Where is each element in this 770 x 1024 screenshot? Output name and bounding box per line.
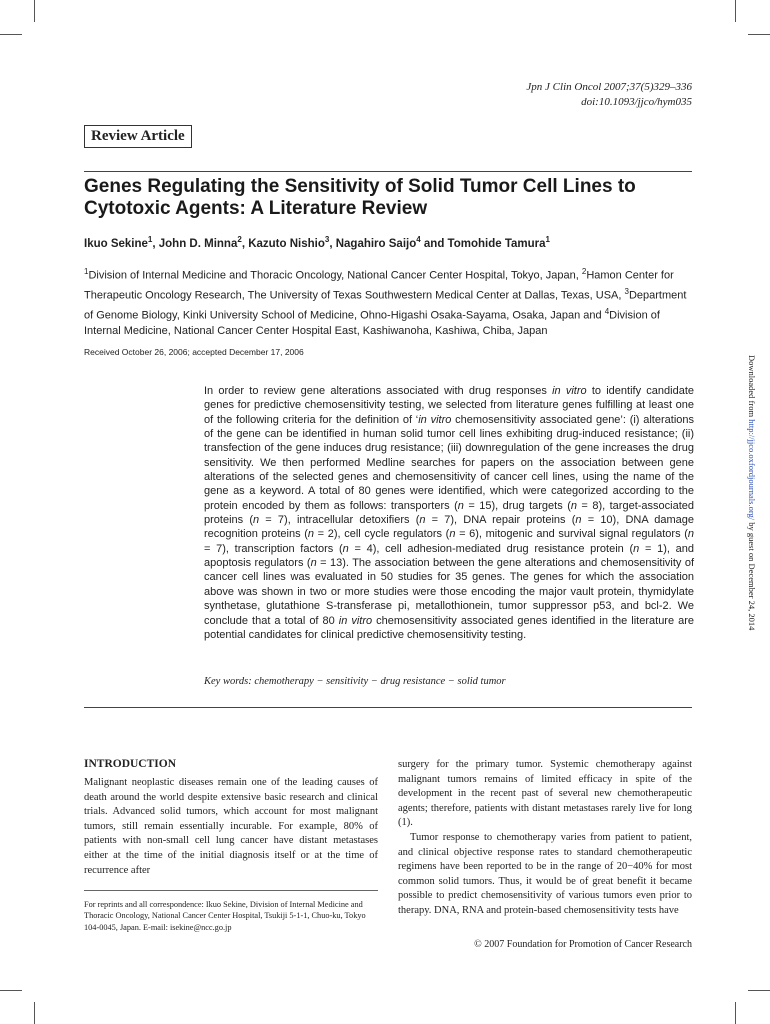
affiliation-text: Department of Genome Biology, Kinki University School of Medicine, Ohno-Higashi Osaka-Sayama, Osaka, Japan and [84,289,687,322]
affiliation-mark: 2 [581,267,587,276]
copyright: © 2007 Foundation for Promotion of Cancer Research [474,939,692,950]
affiliation-mark: 4 [604,306,610,316]
author-name: John D. Minna [158,237,238,250]
author-name: Ikuo Sekine [84,237,148,250]
author-name: Kazuto Nishio [248,237,325,250]
download-notice [747,355,757,630]
intro-paragraph-1: Malignant neoplastic diseases remain one of the leading causes of death around the world despite extensive basic research and clinical trials. Advanced solid tumors, which account for most malignant tumors, still remain essentially incurable. For example, 80% of patients with non-small cell lung cancer have distant metastases either at the time of the initial diagnosis itself or at the time of recurrence after [84,777,378,876]
crop-mark [0,990,22,991]
affiliations [84,264,690,339]
crop-mark [748,34,770,35]
affiliation-text: Division of Internal Medicine and Thoracic Oncology, National Cancer Center Hospital, Tokyo, Japan, [88,269,582,282]
footnote-rule [84,890,378,891]
doi: doi:10.1093/jjco/hym035 [581,96,692,108]
download-suffix: by guest on December 24, 2014 [747,520,757,631]
author-affiliation-mark: 2 [237,235,242,244]
abstract: In order to review gene alterations associated with drug responses in vitro to identify candidate genes for predictive chemosensitivity testing, we selected from literature genes fulfilling at least one of the following criteria for the definition of ‘in vitro chemosensitivity associated gene’: (i) alterations of the gene can be identified in human solid tumor cell lines exhibiting drug-induced resistance; (ii) transfection of the gene induces drug resistance; (iii) downregulation of the gene increases the drug sensitivity. We then performed Medline searches for papers on the association between gene alterations of the selected genes and chemosensitivity of cancer cell lines, using the name of the gene as a keyword. A total of 80 genes were identified, which were categorized according to the protein encoded by them as follows: transporters (n = 15), drug targets (n = 8), target-associated proteins (n = 7), intracellular detoxifiers (n = 7), DNA repair proteins (n = 10), DNA damage recognition proteins (n = 2), cell cycle regulators (n = 6), mitogenic and survival signal regulators (n = 7), transcription factors (n = 4), cell adhesion-mediated drug resistance protein (n = 1), and apoptosis regulators (n = 13). The association between the gene alterations and chemosensitivity of cancer cell lines was evaluated in 50 studies for 35 genes. The genes for which the association above was shown in two or more studies were those encoding the major vault protein, thymidylate synthetase, glutathione S-transferase pi, metallothionein, tumor suppressor p53, and bcl-2. We conclude that a total of 80 in vitro chemosensitivity associated genes identified in the literature are potential candidates for clinical predictive chemosensitivity testing. [204,385,695,641]
journal-link[interactable]: http://jjco.oxfordjournals.org/ [747,419,757,521]
crop-mark [748,990,770,991]
crop-mark [34,1002,35,1024]
author-name: Tomohide Tamura [447,237,546,250]
crop-mark [735,0,736,22]
crop-mark [735,1002,736,1024]
keywords: Key words: chemotherapy − sensitivity − drug resistance − solid tumor [204,676,506,687]
author-affiliation-mark: 3 [324,235,330,244]
right-column [398,758,692,919]
affiliation-mark: 3 [624,286,629,296]
author-affiliation-mark: 4 [416,235,421,244]
author-affiliation-mark: 1 [545,235,550,244]
title-top-rule [84,171,692,172]
affiliation-text: Division of Internal Medicine, National Cancer Center Hospital East, Kashiwanoha, Kashiwa, Chiba, Japan [84,309,660,337]
author-list: Ikuo Sekine$^1$, John D. Minna$^2$, Kazuto Nishio$^3$, Nagahiro Saijo$^4$ and Tomohide Tamura$^1$ [84,235,550,250]
affiliation-text: Hamon Center for Therapeutic Oncology Research, The University of Texas Southwestern Medical Center at Dallas, Texas, USA, [84,269,674,302]
author-name: Nagahiro Saijo [335,237,417,250]
section-heading: INTRODUCTION [84,758,177,770]
article-type-label: Review Article [84,125,192,148]
left-column [84,758,378,878]
article-title: Genes Regulating the Sensitivity of Solid Tumor Cell Lines to Cytotoxic Agents: A Literature Review [84,176,636,219]
crop-mark [34,0,35,22]
author-affiliation-mark: 1 [147,235,153,244]
journal-citation-block [526,80,692,110]
download-prefix: Downloaded from [747,355,757,420]
journal-citation: Jpn J Clin Oncol 2007;37(5)329–336 [526,81,692,93]
intro-paragraph-2: Tumor response to chemotherapy varies from patient to patient, and clinical objective response rates to standard chemotherapeutic regimens have been reported to be in the range of 20−40% for most common solid tumors. Thus, it would be of great benefit it became possible to predict chemosensitivity of various tumors even prior to therapy. DNA, RNA and protein-based chemosensitivity tests have [398,831,692,916]
crop-mark [0,34,22,35]
received-date: Received October 26, 2006; accepted December 17, 2006 [84,347,304,357]
affiliation-mark: 1 [84,267,89,276]
abstract-bottom-rule [84,707,692,708]
intro-paragraph-1-cont: surgery for the primary tumor. Systemic chemotherapy against malignant tumors remains of limited efficacy in spite of the development in the recent past of several new chemotherapeutic agents; therefore, patients with distant metastases rarely live for long (1). [398,759,692,829]
correspondence-footnote: For reprints and all correspondence: Ikuo Sekine, Division of Internal Medicine and Thoracic Oncology, National Cancer Center Hospital, Tsukiji 5-1-1, Chuo-ku, Tokyo 104-0045, Japan. E-mail: isekine@ncc.go.jp [84,900,366,932]
